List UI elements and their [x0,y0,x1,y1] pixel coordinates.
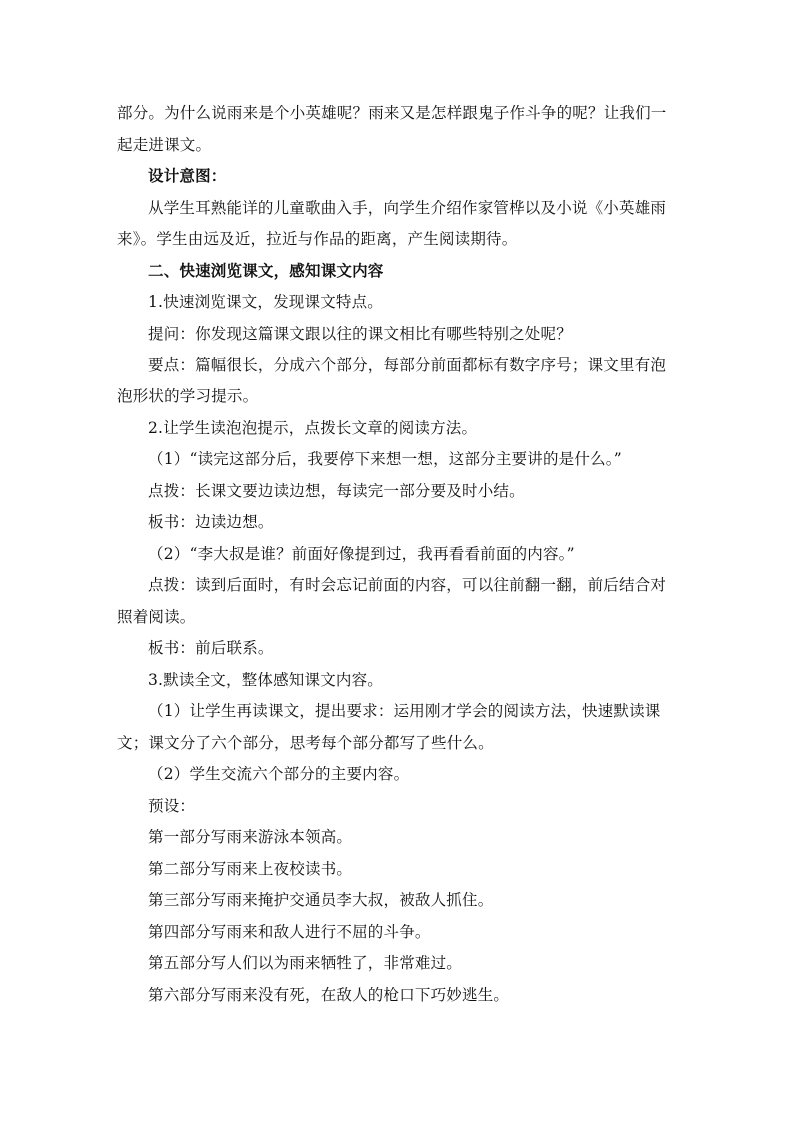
text-line-26: 第三部分写雨来掩护交通员李大叔，被敌人抓住。 [148,891,494,909]
text-line-19: 3.默读全文，整体感知课文内容。 [148,671,383,689]
text-line-16: 点拨：读到后面时，有时会忘记前面的内容，可以往前翻一翻，前后结合对 [148,576,667,594]
text-line-20: （1）让学生再读课文，提出要求：运用刚才学会的阅读方法，快速默读课 [148,702,661,720]
text-line-8: 提问：你发现这篇课文跟以往的课文相比有哪些特别之处呢？ [148,325,572,343]
text-line-23: 预设： [148,797,196,815]
section-heading-2: 二、快速浏览课文，感知课文内容 [148,261,384,280]
text-line-29: 第六部分写雨来没有死，在敌人的枪口下巧妙逃生。 [148,986,510,1004]
text-line-5: 来》。学生由远及近，拉近与作品的距离，产生阅读期待。 [117,230,518,248]
text-line-7: 1.快速浏览课文，发现课文特点。 [148,293,383,311]
text-line-2: 起走进课文。 [117,136,212,154]
text-line-21: 文；课文分了六个部分，思考每个部分都写了些什么。 [117,734,494,752]
text-line-27: 第四部分写雨来和敌人进行不屈的斗争。 [148,923,431,941]
text-line-24: 第一部分写雨来游泳本领高。 [148,828,353,846]
text-line-12: （1）“读完这部分后，我要停下来想一想，这部分主要讲的是什么。” [148,450,622,468]
text-line-17: 照着阅读。 [117,608,196,626]
text-line-13: 点拨：长课文要边读边想，每读完一部分要及时小结。 [148,482,525,500]
section-heading-design-intent: 设计意图： [148,166,227,185]
text-line-28: 第五部分写人们以为雨来牺牲了，非常难过。 [148,954,463,972]
text-line-15: （2）“李大叔是谁？前面好像提到过，我再看看前面的内容。” [148,545,575,563]
text-line-22: （2）学生交流六个部分的主要内容。 [148,765,410,783]
text-line-11: 2.让学生读泡泡提示，点拨长文章的阅读方法。 [148,419,478,437]
text-line-9: 要点：篇幅很长，分成六个部分，每部分前面都标有数字序号；课文里有泡 [148,356,667,374]
text-line-18: 板书：前后联系。 [148,639,274,657]
text-line-10: 泡形状的学习提示。 [117,387,259,405]
text-line-4: 从学生耳熟能详的儿童歌曲入手，向学生介绍作家管桦以及小说《小英雄雨 [148,199,667,217]
text-line-14: 板书：边读边想。 [148,513,274,531]
text-line-1: 部分。为什么说雨来是个小英雄呢？雨来又是怎样跟鬼子作斗争的呢？让我们一 [117,104,667,122]
text-line-25: 第二部分写雨来上夜校读书。 [148,860,353,878]
